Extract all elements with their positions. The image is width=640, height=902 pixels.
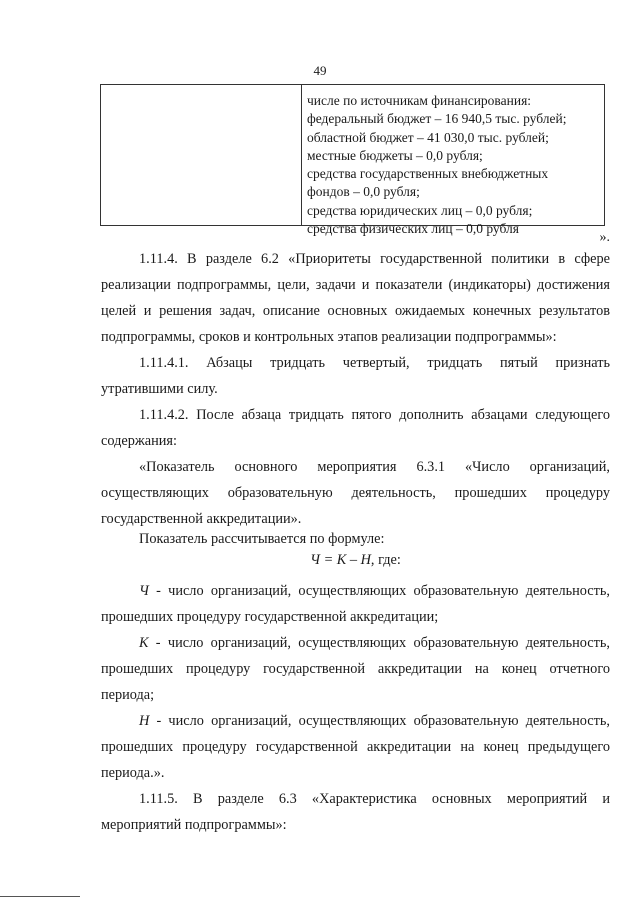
table-line: федеральный бюджет – 16 940,5 тыс. рублей; — [307, 111, 567, 127]
page-number: 49 — [313, 63, 327, 78]
text-line: периода; — [101, 687, 155, 703]
table-line: средства юридических лиц – 0,0 рубля; — [307, 202, 533, 218]
definition-line — [101, 630, 610, 656]
definition-ch — [101, 578, 610, 630]
text-line: подпрограммы, сроков и контрольных этапов реализации подпрограммы»: — [101, 329, 557, 345]
formula — [101, 552, 610, 569]
definition-text: - число организаций, осуществляющих образовательную деятельность, — [148, 583, 610, 599]
financing-table — [100, 84, 605, 237]
formula-suffix: , где: — [370, 552, 401, 568]
formula-expression: Ч = К – Н — [310, 552, 371, 568]
paragraph-indicator — [101, 454, 610, 532]
definition-term: Н — [139, 713, 150, 729]
text-line: 1.11.4.2. После абзаца тридцать пятого дополнить абзацами следующего — [139, 407, 610, 423]
text-line: реализации подпрограммы, цели, задачи и показатели (индикаторы) достижения — [101, 277, 610, 293]
text-line: 1.11.5. В разделе 6.3 «Характеристика основных мероприятий и — [139, 791, 610, 807]
text-line: мероприятий подпрограммы»: — [101, 817, 287, 833]
table-line: средства физических лиц – 0,0 рубля — [307, 221, 519, 237]
definition-text: - число организаций, осуществляющих образовательную деятельность, — [148, 635, 610, 651]
text-line: прошедших процедуру государственной аккредитации на конец отчетного — [101, 661, 610, 677]
table-cell-left — [101, 85, 302, 225]
definition-line — [101, 578, 610, 604]
definition-n — [101, 708, 610, 786]
text-line: осуществляющих образовательную деятельность, прошедших процедуру — [101, 485, 610, 501]
text-line: прошедших процедуру государственной аккредитации; — [101, 609, 439, 625]
text-line: Показатель рассчитывается по формуле: — [139, 531, 385, 547]
text-line: 1.11.4.1. Абзацы тридцать четвертый, тридцать пятый признать — [139, 355, 610, 371]
text-line: утратившими силу. — [101, 381, 218, 397]
text-line: 1.11.4. В разделе 6.2 «Приоритеты государственной политики в сфере — [139, 251, 610, 267]
table-line: местные бюджеты – 0,0 рубля; — [307, 147, 483, 163]
definition-term: К — [139, 635, 149, 651]
footer-rule — [0, 896, 80, 897]
table-line: числе по источникам финансирования: — [307, 93, 532, 108]
text-line: государственной аккредитации». — [101, 511, 302, 527]
text-line: периода.». — [101, 765, 165, 781]
paragraph-formula-intro — [101, 526, 610, 552]
table-line: областной бюджет – 41 030,0 тыс. рублей; — [307, 129, 549, 145]
definition-line — [101, 708, 610, 734]
paragraph-1-11-5 — [101, 786, 610, 838]
paragraph-1-11-4 — [101, 246, 610, 350]
paragraph-1-11-4-2 — [101, 402, 610, 454]
text-line: «Показатель основного мероприятия 6.3.1 «Число организаций, — [139, 459, 610, 475]
definition-term: Ч — [139, 583, 149, 599]
text-line: содержания: — [101, 433, 177, 449]
definition-k — [101, 630, 610, 708]
table-line: фондов – 0,0 рубля; — [307, 184, 420, 200]
text-line: прошедших процедуру государственной аккредитации на конец предыдущего — [101, 739, 610, 755]
closing-quote: ». — [599, 230, 610, 245]
paragraph-1-11-4-1 — [101, 350, 610, 402]
text-line: целей и решения задач, описание основных ожидаемых конечных результатов — [101, 303, 610, 319]
definition-text: - число организаций, осуществляющих образовательную деятельность, — [149, 713, 610, 729]
table-line: средства государственных внебюджетных — [307, 166, 549, 182]
table-cell-right — [302, 85, 604, 237]
